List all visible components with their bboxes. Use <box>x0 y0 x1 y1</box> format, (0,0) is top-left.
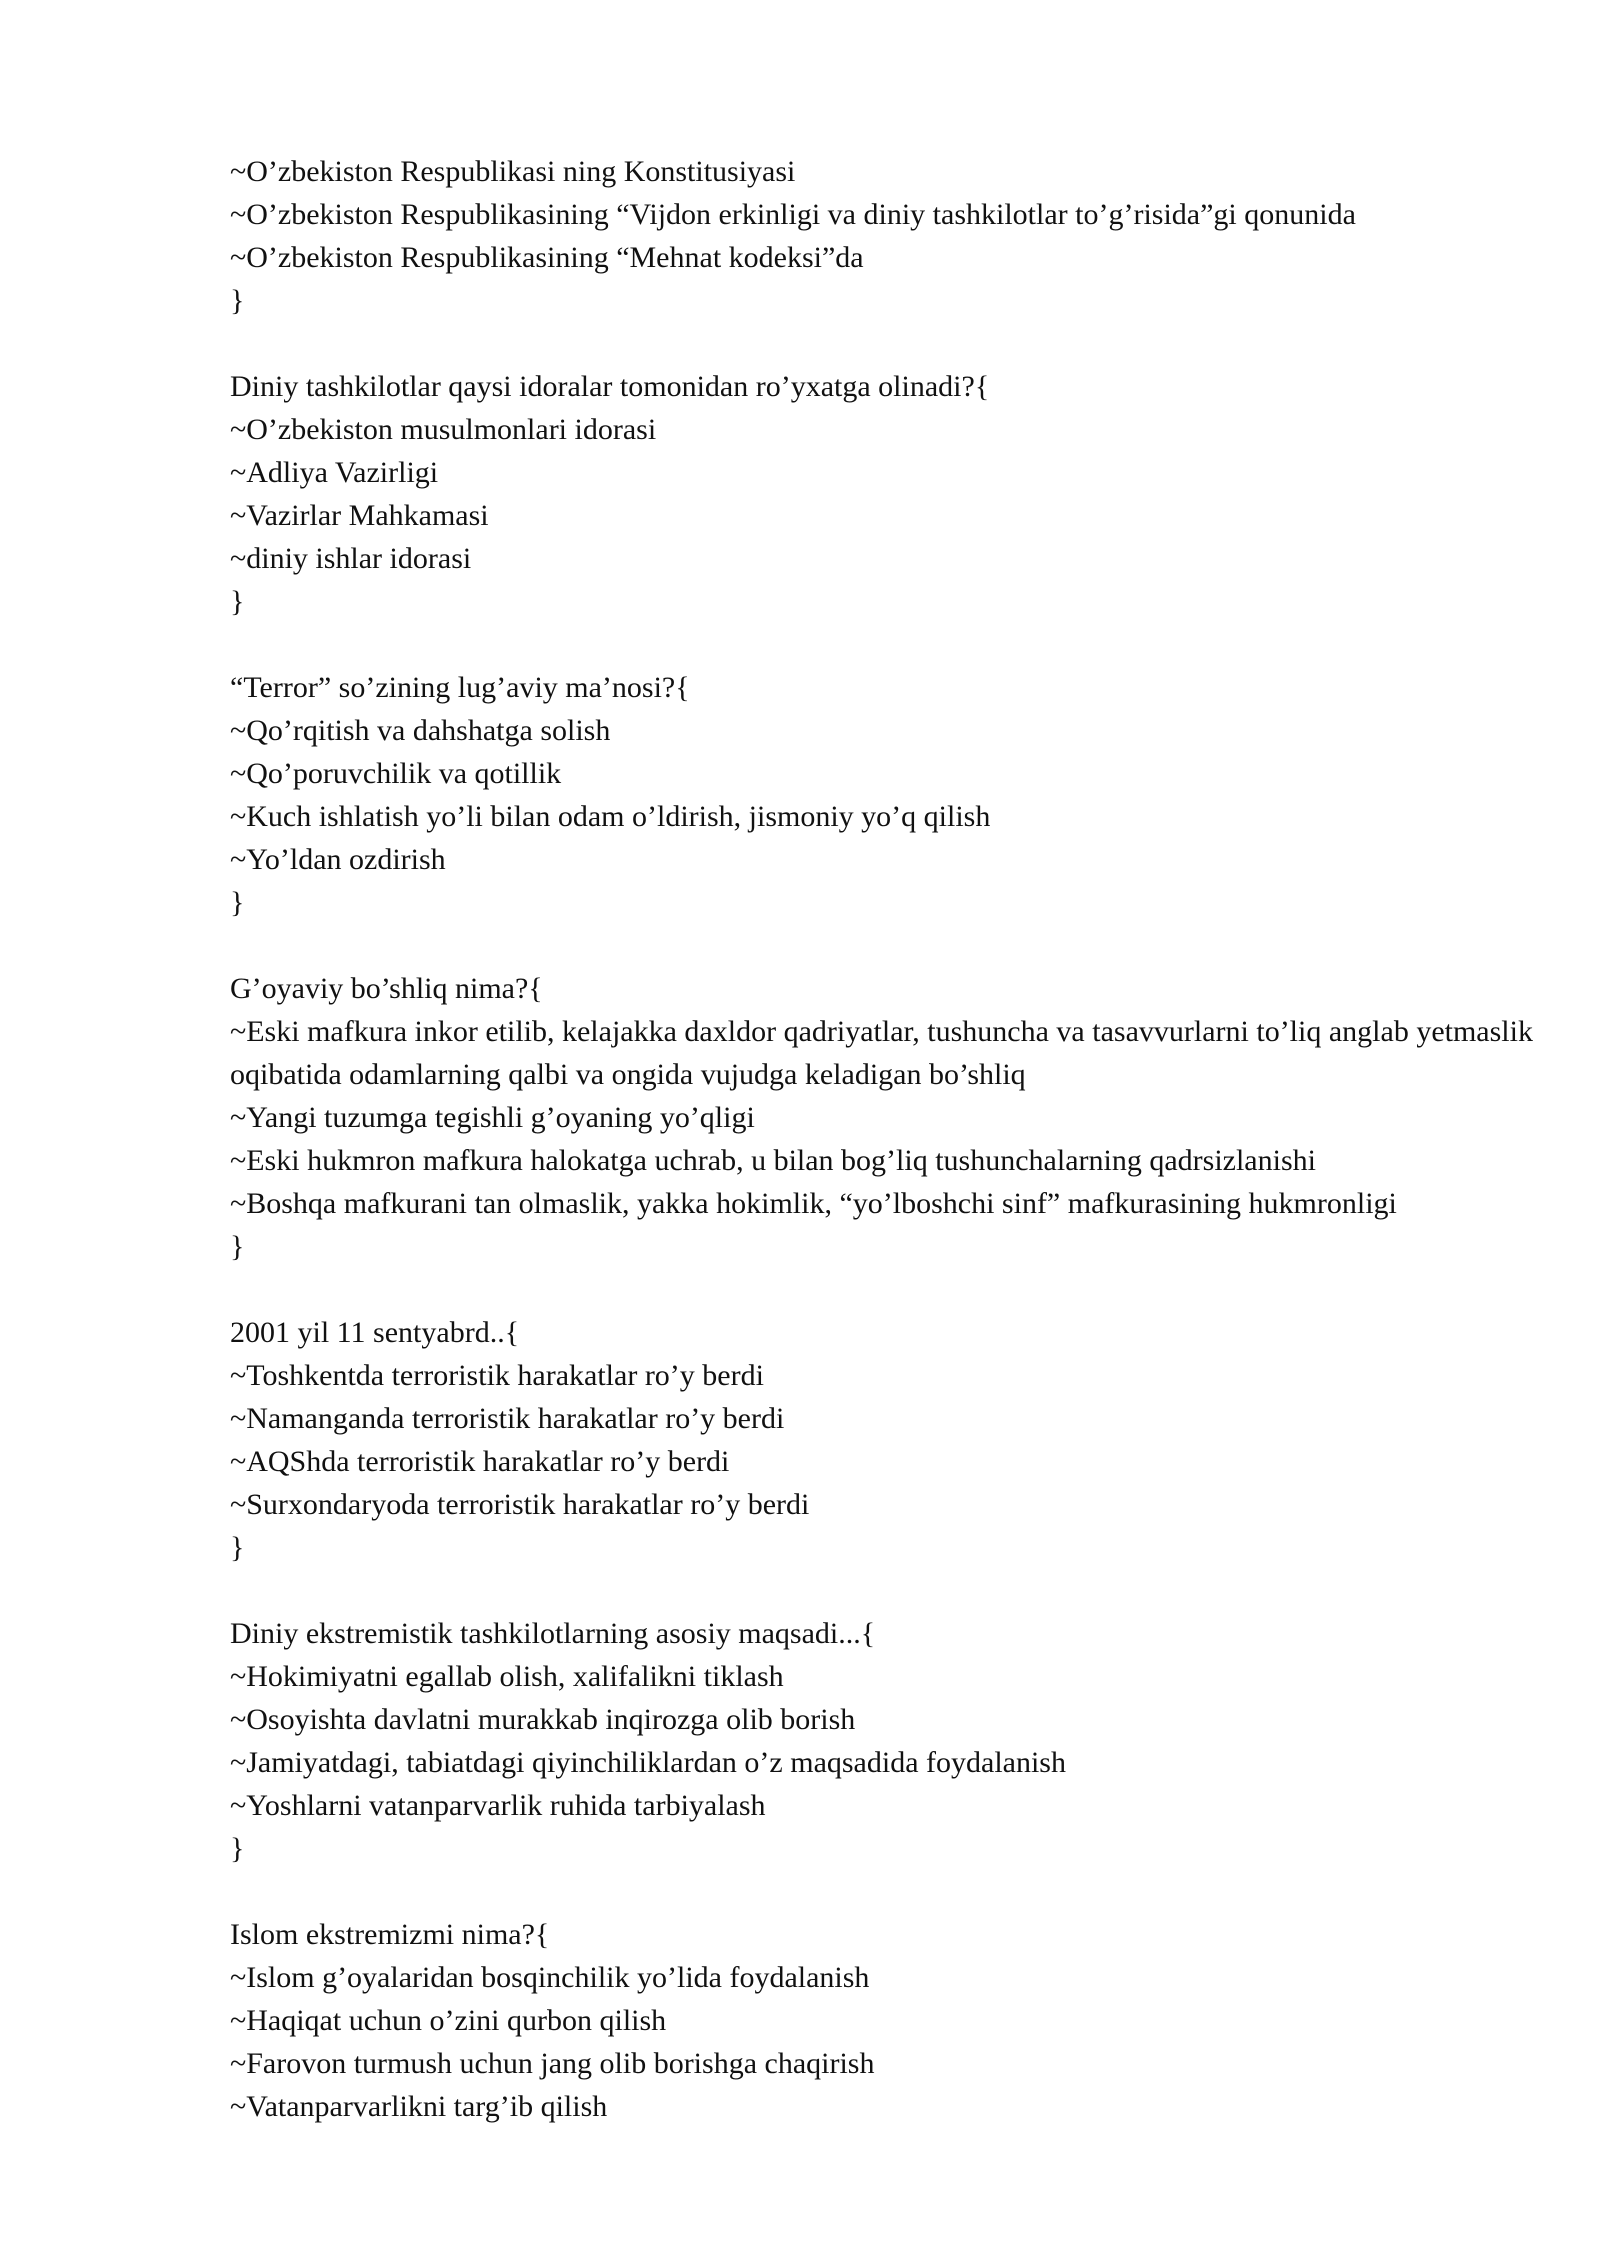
option-3-3: ~Kuch ishlatish yo’li bilan odam o’ldirish, jismoniy yo’q qilish <box>230 800 991 833</box>
document-content <box>230 150 1570 2128</box>
question-text-4: G’oyaviy bo’shliq nima?{ <box>230 972 543 1005</box>
option-7-4: ~Vatanparvarlikni targ’ib qilish <box>230 2090 608 2123</box>
question-text-3: “Terror” so’zining lug’aviy ma’nosi?{ <box>230 671 690 704</box>
closing-brace-1: } <box>230 284 245 317</box>
option-2-4: ~diniy ishlar idorasi <box>230 542 472 575</box>
option-6-2: ~Osoyishta davlatni murakkab inqirozga olib borish <box>230 1703 856 1736</box>
closing-brace-5: } <box>230 1531 245 1564</box>
closing-brace-2: } <box>230 585 245 618</box>
option-5-1: ~Toshkentda terroristik harakatlar ro’y berdi <box>230 1359 764 1392</box>
closing-brace-3: } <box>230 886 245 919</box>
option-1-2: ~O’zbekiston Respublikasining “Vijdon erkinligi va diniy tashkilotlar to’g’risida”gi qonunida <box>230 198 1356 231</box>
option-2-3: ~Vazirlar Mahkamasi <box>230 499 489 532</box>
question-text-2: Diniy tashkilotlar qaysi idoralar tomonidan ro’yxatga olinadi?{ <box>230 370 990 403</box>
option-3-1: ~Qo’rqitish va dahshatga solish <box>230 714 611 747</box>
question-block-2 <box>230 365 1570 623</box>
option-1-3: ~O’zbekiston Respublikasining “Mehnat kodeksi”da <box>230 241 864 274</box>
option-4-1: ~Eski mafkura inkor etilib, kelajakka daxldor qadriyatlar, tushuncha va tasavvurlarni to’liq anglab yetmaslik oqibatida odamlarning qalbi va ongida vujudga keladigan bo’shliq <box>230 1015 1541 1091</box>
option-7-1: ~Islom g’oyalaridan bosqinchilik yo’lida foydalanish <box>230 1961 870 1994</box>
closing-brace-6: } <box>230 1832 245 1865</box>
option-4-2: ~Yangi tuzumga tegishli g’oyaning yo’qligi <box>230 1101 755 1134</box>
spacer <box>230 322 1570 365</box>
option-5-3: ~AQShda terroristik harakatlar ro’y berdi <box>230 1445 730 1478</box>
option-4-3: ~Eski hukmron mafkura halokatga uchrab, u bilan bog’liq tushunchalarning qadrsizlanishi <box>230 1144 1316 1177</box>
option-3-2: ~Qo’poruvchilik va qotillik <box>230 757 562 790</box>
option-5-4: ~Surxondaryoda terroristik harakatlar ro’y berdi <box>230 1488 810 1521</box>
option-7-2: ~Haqiqat uchun o’zini qurbon qilish <box>230 2004 667 2037</box>
option-2-1: ~O’zbekiston musulmonlari idorasi <box>230 413 657 446</box>
option-2-2: ~Adliya Vazirligi <box>230 456 439 489</box>
spacer <box>230 1268 1570 1311</box>
question-block-5 <box>230 1311 1570 1569</box>
option-3-4: ~Yo’ldan ozdirish <box>230 843 446 876</box>
option-1-1: ~O’zbekiston Respublikasi ning Konstitusiyasi <box>230 155 796 188</box>
spacer <box>230 623 1570 666</box>
spacer <box>230 1870 1570 1913</box>
option-4-4: ~Boshqa mafkurani tan olmaslik, yakka hokimlik, “yo’lboshchi sinf” mafkurasining hukmronligi <box>230 1187 1397 1220</box>
spacer <box>230 924 1570 967</box>
question-block-6 <box>230 1612 1570 1870</box>
spacer <box>230 1569 1570 1612</box>
option-7-3: ~Farovon turmush uchun jang olib borishga chaqirish <box>230 2047 875 2080</box>
closing-brace-4: } <box>230 1230 245 1263</box>
question-text-7: Islom ekstremizmi nima?{ <box>230 1918 550 1951</box>
question-block-3 <box>230 666 1570 924</box>
question-block-1 <box>230 150 1570 322</box>
option-6-4: ~Yoshlarni vatanparvarlik ruhida tarbiyalash <box>230 1789 766 1822</box>
question-block-4 <box>230 967 1570 1268</box>
option-6-1: ~Hokimiyatni egallab olish, xalifalikni tiklash <box>230 1660 784 1693</box>
option-5-2: ~Namanganda terroristik harakatlar ro’y berdi <box>230 1402 785 1435</box>
option-6-3: ~Jamiyatdagi, tabiatdagi qiyinchiliklardan o’z maqsadida foydalanish <box>230 1746 1066 1779</box>
question-block-7 <box>230 1913 1570 2128</box>
question-text-5: 2001 yil 11 sentyabrd..{ <box>230 1316 520 1349</box>
question-text-6: Diniy ekstremistik tashkilotlarning asosiy maqsadi...{ <box>230 1617 876 1650</box>
